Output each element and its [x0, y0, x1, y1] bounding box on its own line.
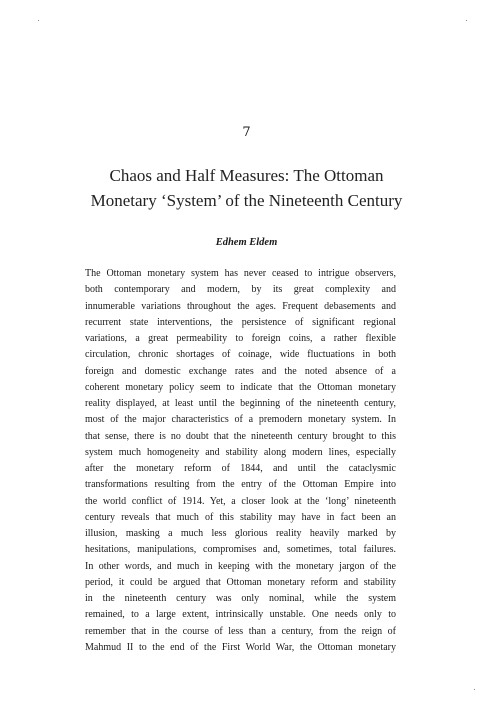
text-line: after the monetary reform of 1844, and until the cataclysmic [85, 463, 396, 474]
chapter-number: 7 [242, 125, 251, 140]
text-line: In other words, and much in keeping with the monetary jargon of the [85, 560, 396, 572]
text-line: remember that in the course of less than a century, from the reign of [85, 625, 396, 637]
text-line: system much homogeneity and stability along modern lines, especially [85, 446, 396, 458]
chapter-title-line: Chaos and Half Measures: The Ottoman [109, 166, 384, 185]
text-line: the world conflict of 1914. Yet, a closer look at the ‘long’ nineteenth [85, 495, 396, 507]
crop-mark-bottom-right [474, 689, 475, 690]
text-line: coherent monetary policy seem to indicate that the Ottoman monetary [85, 381, 396, 393]
text-line: circulation, chronic shortages of coinage, wide fluctuations in both [85, 349, 396, 361]
text-line: The Ottoman monetary system has never ceased to intrigue observers, [85, 268, 396, 279]
text-line: hesitations, manipulations, compromises and, sometimes, total failures. [85, 544, 396, 556]
text-line: reality displayed, at least until the beginning of the nineteenth century, [85, 398, 396, 409]
text-line: foreign and domestic exchange rates and the noted absence of a [85, 365, 396, 377]
crop-mark-top-left [38, 20, 39, 21]
text-line: in the nineteenth century was only nominal, while the system [85, 593, 396, 604]
text-line: transformations resulting from the entry of the Ottoman Empire into [85, 479, 396, 491]
chapter-title-line: Monetary ‘System’ of the Nineteenth Century [90, 191, 403, 210]
text-line: Mahmud II to the end of the First World War, the Ottoman monetary [85, 641, 396, 653]
body-paragraph [85, 266, 396, 656]
text-line: recurrent state interventions, the persistence of significant regional [85, 316, 396, 328]
text-line: variations, a great permeability to foreign coins, a rather flexible [85, 333, 396, 344]
text-line: most of the major characteristics of a premodern monetary system. In [85, 414, 396, 426]
crop-mark-top-right [466, 20, 467, 21]
text-line: both contemporary and modern, by its great complexity and [85, 284, 396, 296]
text-line: innumerable variations throughout the ages. Frequent debasements and [85, 300, 396, 312]
text-line: illusion, masking a much less glorious reality heavily marked by [85, 528, 396, 539]
text-line: century reveals that much of this stability may have in fact been an [85, 511, 396, 523]
author-name: Edhem Eldem [215, 237, 278, 248]
text-line: remained, to a large extent, intrinsically unstable. One needs only to [85, 609, 396, 621]
text-line: period, it could be argued that Ottoman monetary reform and stability [85, 576, 396, 588]
text-line: that sense, there is no doubt that the nineteenth century brought to this [85, 430, 396, 442]
chapter-title [60, 163, 433, 213]
